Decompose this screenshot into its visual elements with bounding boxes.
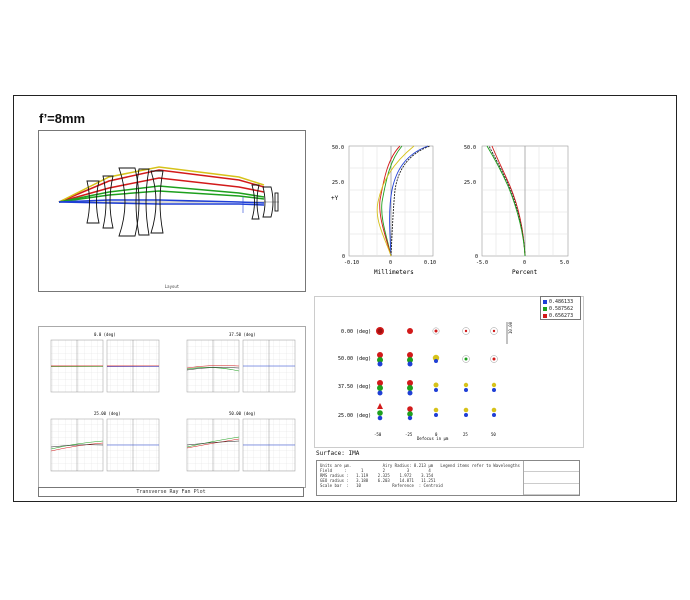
spot-xtick-2: -25 [405,432,413,437]
lens-layout-svg [39,131,305,291]
dist-ytick-bottom: 0 [475,254,479,260]
dist-x-label: Percent [512,269,538,276]
dist-ytick-top: 50.0 [464,145,477,151]
spot-row-label-2: 50.00 (deg) [338,356,372,362]
wavelength-legend [540,296,581,320]
spot-xtick-5: 50 [491,432,496,437]
distortion-plot [458,140,578,280]
spot-xtick-3: 0 [435,432,438,437]
astig-xtick-left: -0.10 [344,260,360,266]
spot-xtick-4: 25 [463,432,468,437]
spot-row-label-3: 37.50 (deg) [338,384,372,390]
ray-fan-caption: Transverse Ray Fan Plot [38,487,304,497]
astig-ytick-top: 50.0 [332,145,345,151]
legend-wave-2: 0.587562 [549,305,574,312]
fan-plot-4 [187,419,295,471]
legend-row-blue [543,298,578,305]
astig-ytick-mid: 25.0 [332,180,345,186]
legend-wave-1: 0.486133 [549,298,574,305]
ray-fan-svg [39,327,305,487]
fan-title-1: 0.0 (deg) [94,332,116,337]
legend-wave-3: 0.656273 [549,312,574,319]
legend-row-red [543,312,578,319]
layout-caption: Layout [164,284,180,289]
figure-title: f’=8mm [39,111,86,126]
fan-plot-2 [187,340,295,392]
spot-info-sidebox [523,461,579,495]
fan-plot-1 [51,340,159,392]
astig-ytick-bottom: 0 [342,254,346,260]
dist-xtick-left: -5.0 [476,260,489,266]
spot-row-4 [377,403,496,420]
field-curvature-plot [330,140,435,280]
astig-y-label: +Y [331,195,339,202]
spot-info-table [316,460,580,496]
fan-title-2: 37.50 (deg) [229,332,256,337]
dist-ytick-mid: 25.0 [464,180,477,186]
lens-layout-panel [38,130,306,292]
surface-label: Surface: IMA [316,450,360,457]
ray-fan-panel [38,326,306,488]
spot-matrix-svg [314,314,524,448]
spot-row-3 [377,380,496,396]
spot-x-label: Defocus in µm [417,436,449,441]
spot-info-text: Units are µm. Airy Radius: 8.213 µm Legend items refer to Wavelengths Field : 1 2 3 4 RMS radius : 1.119 2.325 1.972 3.154 GEO radius : 3.188 6.203 14.871 11.251 Scale bar : 10 Reference : Centroid [320,463,520,488]
astig-x-label: Millimeters [374,269,414,276]
spot-row-1 [376,327,498,335]
fan-title-4: 50.00 (deg) [229,411,256,416]
spot-row-label-4: 25.00 (deg) [338,413,372,419]
legend-row-green [543,305,578,312]
fan-title-3: 25.00 (deg) [94,411,121,416]
spot-row-2 [377,352,498,367]
dist-xtick-right: 5.0 [560,260,570,266]
spot-xtick-1: -50 [374,432,382,437]
astig-xtick-right: 0.10 [424,260,437,266]
fan-plot-3 [51,419,159,471]
astig-xtick-mid: 0 [389,260,393,266]
spot-scale-label: 10.00 [508,321,513,334]
spot-row-label-1: 0.00 (deg) [341,329,372,335]
dist-xtick-mid: 0 [523,260,527,266]
